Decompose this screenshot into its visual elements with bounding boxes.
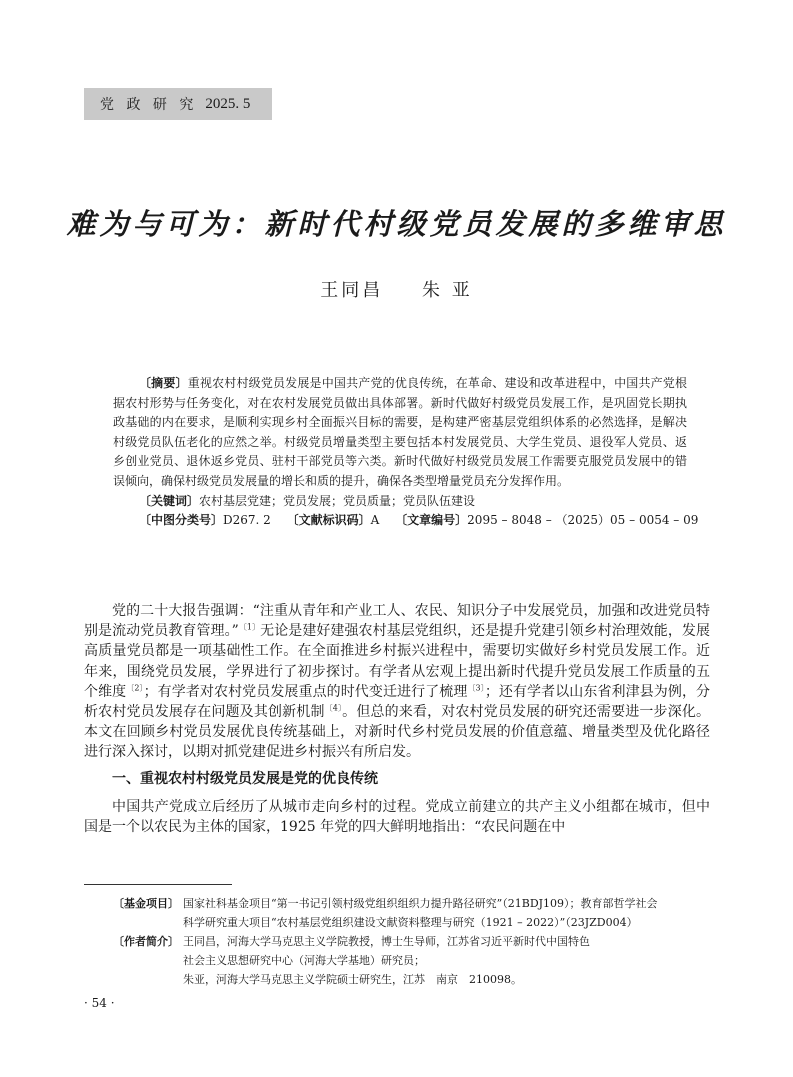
page-number: · 54 ·	[84, 996, 115, 1010]
authors	[0, 276, 793, 302]
intro-text-4: ；还有学者以山东省利津县为例，分析农村党员发展存在问题及其创新机制	[84, 683, 711, 721]
article-number-value: 2095 – 8048 – （2025）05 – 0054 – 09	[467, 513, 699, 528]
abstract-text: 重视农村村级党员发展是中国共产党的优良传统，在革命、建设和改革进程中，中国共产党根据农村形势与任务变化，对在农村发展党员做出具体部署。新时代做好村级党员发展工作，是巩固党长期执政基础的内在要求，是顺利实现乡村全面振兴目标的需要，是构建严密基层党组织体系的必然选择，是解决村级党员队伍老化的应然之举。村级党员增量类型主要包括本村发展党员、大学生党员、退役军人党员、返乡创业党员、退休返乡党员、驻村干部党员等六类。新时代做好村级党员发展工作需要克服党员发展中的错误倾向，确保村级党员发展量的增长和质的提升，确保各类型增量党员充分发挥作用。	[113, 376, 687, 488]
author-name: 王同昌	[320, 280, 384, 301]
author-name: 朱 亚	[422, 280, 473, 301]
fund-line: 科学研究重大项目“农村基层党组织建设文献资料整理与研究（1921 – 2022）”（23JZD004）	[183, 916, 638, 929]
clc-value: D267. 2	[223, 513, 271, 528]
citation-1: 〔1〕	[238, 622, 261, 632]
abstract	[113, 374, 687, 492]
abstract-label: 〔摘要〕	[139, 376, 188, 390]
author-info-line: 社会主义思想研究中心（河海大学基地）研究员；	[183, 954, 425, 967]
keywords-label: 〔关键词〕	[139, 493, 200, 508]
fund-line: 国家社科基金项目“第一书记引领村级党组织组织力提升路径研究”（21BDJ109）；教育部哲学社会	[183, 897, 658, 910]
intro-text-3: ；有学者对农村党员发展重点的时代变迁进行了梳理	[143, 683, 468, 700]
journal-issue: 2025. 5	[205, 95, 251, 112]
intro-text-1: 党的二十大报告强调：“注重从青年和产业工人、农民、知识分子中发展党员，加强和改进党员特别是流动党员教育管理。”	[84, 603, 710, 640]
abstract-block	[113, 374, 699, 531]
section-heading: 一、重视农村村级党员发展是党的优良传统	[112, 770, 378, 787]
classification-line	[113, 511, 699, 531]
author-info-line: 王同昌，河海大学马克思主义学院教授，博士生导师，江苏省习近平新时代中国特色	[183, 935, 590, 948]
journal-badge	[84, 88, 272, 120]
section-paragraph: 中国共产党成立后经历了从城市走向乡村的过程。党成立前建立的共产主义小组都在城市，但中国是一个以农民为主体的国家，1925 年党的四大鲜明地指出：“农民问题在中	[84, 798, 710, 836]
citation-4: 〔4〕	[324, 703, 343, 713]
author-info-label: 〔作者简介〕	[113, 935, 179, 948]
clc-label: 〔中图分类号〕	[139, 513, 224, 528]
intro-paragraph	[84, 601, 710, 763]
doc-code-value: A	[370, 513, 380, 528]
keywords-text: 农村基层党建；党员发展；党员质量；党员队伍建设	[199, 493, 476, 508]
footnotes	[113, 894, 713, 989]
citation-2: 〔2〕	[126, 683, 144, 693]
author-footnote	[113, 932, 713, 989]
article-number-label: 〔文章编号〕	[395, 513, 468, 528]
keywords	[113, 492, 687, 512]
fund-label: 〔基金项目〕	[113, 897, 179, 910]
body-text	[84, 601, 710, 837]
footnote-divider	[84, 884, 232, 885]
article-title: 难为与可为：新时代村级党员发展的多维审思	[66, 207, 727, 241]
intro-text-5: 。但总的来看，对农村党员发展的研究还需要进一步深化。本文在回顾乡村党员发展优良传统基础上，对新时代乡村党员发展的价值意蕴、增量类型及优化路径进行深入探讨，以期对抓党建促进乡村振兴有所启发。	[84, 704, 711, 761]
journal-name: 党 政 研 究	[100, 97, 198, 113]
author-info-line: 朱亚，河海大学马克思主义学院硕士研究生，江苏 南京 210098。	[183, 973, 522, 986]
intro-text-2: 无论是建好建强农村基层党组织，还是提升党建引领乡村治理效能，发展高质量党员都是一项基础性工作。在全面推进乡村振兴进程中，需要切实做好乡村党员发展工作。近年来，围绕党员发展，学界进行了初步探讨。有学者从宏观上提出新时代提升党员发展工作质量的五个维度	[84, 623, 710, 700]
citation-3: 〔3〕	[467, 683, 485, 693]
doc-code-label: 〔文献标识码〕	[286, 513, 371, 528]
fund-footnote	[113, 894, 713, 932]
